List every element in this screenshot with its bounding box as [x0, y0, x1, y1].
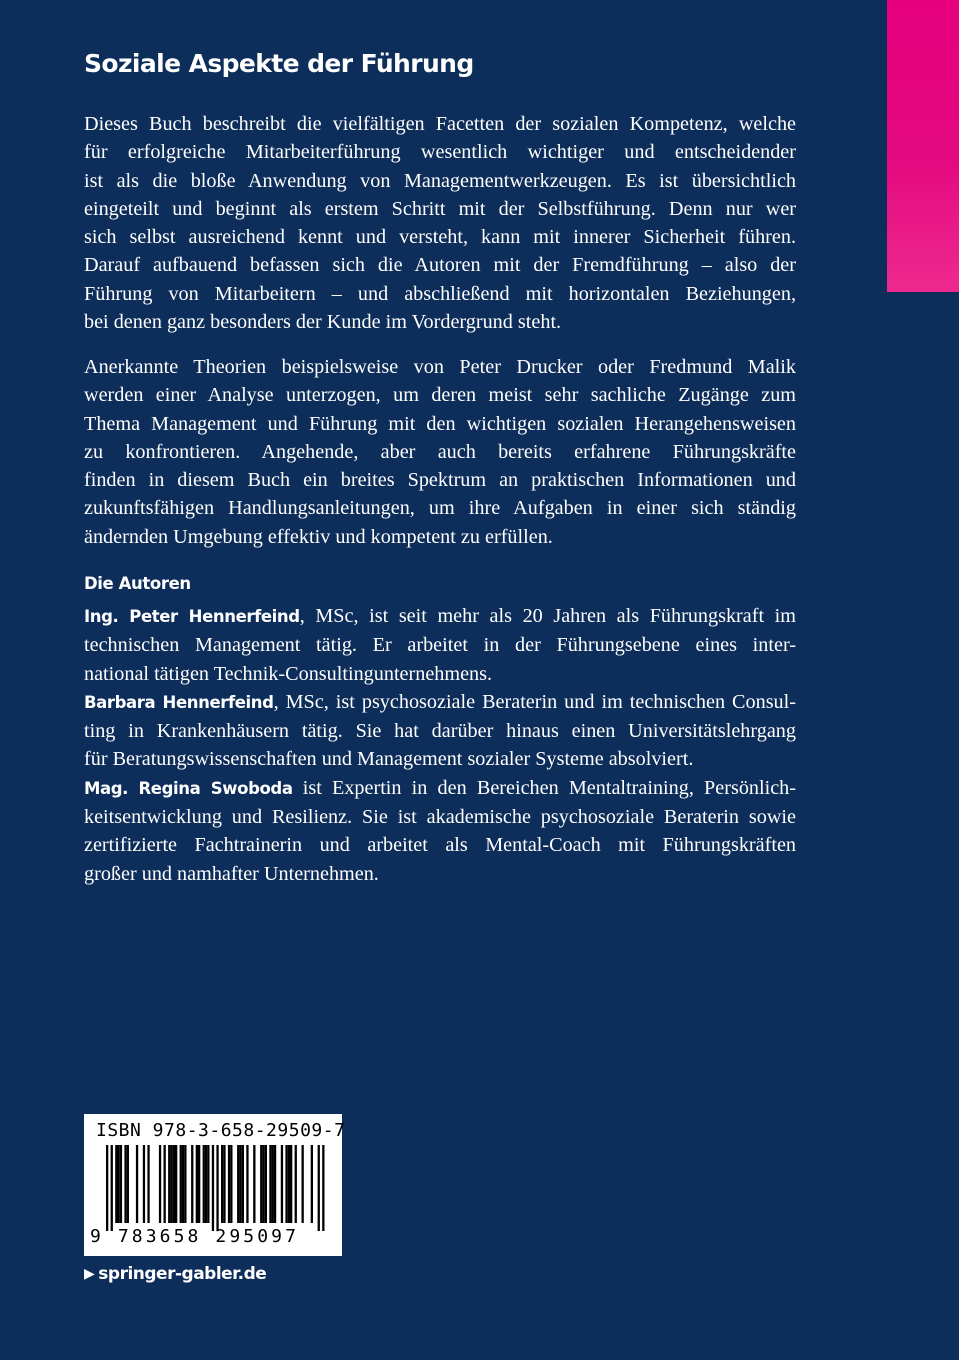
barcode-bar	[212, 1145, 214, 1231]
author-name: Ing. Peter Hennerfeind	[84, 607, 300, 626]
barcode-bar	[223, 1145, 225, 1223]
barcode-bar	[302, 1145, 304, 1223]
barcode-bar	[120, 1145, 122, 1223]
barcode-bar	[230, 1145, 232, 1223]
barcode-bar	[295, 1145, 297, 1223]
barcode-bar	[115, 1145, 117, 1223]
barcode-bar	[311, 1145, 313, 1223]
barcode-bar	[322, 1145, 324, 1231]
isbn-barcode-box	[84, 1114, 346, 1256]
author-bio	[84, 774, 796, 888]
text-line: ting in Krankenhäusern tätig. Sie hat darüber hinaus einen Universitätslehrgang	[84, 720, 796, 743]
text-line: zertifizierte Fachtrainerin und arbeitet als Mental-Coach mit Führungskräften	[84, 834, 796, 857]
barcode-bar	[228, 1145, 230, 1223]
barcode-bar	[196, 1145, 198, 1223]
barcode-bar	[170, 1145, 172, 1223]
text-line: Anerkannte Theorien beispielsweise von Peter Drucker oder Fredmund Malik	[84, 356, 796, 378]
barcode-bar	[269, 1145, 271, 1223]
barcode-bar	[191, 1145, 193, 1223]
barcode-bar	[106, 1145, 108, 1231]
authors-heading: Die Autoren	[84, 574, 191, 593]
text-line: eingeteilt und beginnt als erstem Schritt mit der Selbstführung. Denn nur wer	[84, 197, 796, 220]
text-line: keitsentwicklung und Resilienz. Sie ist akademische psychosoziale Beraterin sowie	[84, 806, 796, 829]
barcode-bar	[180, 1145, 182, 1223]
text-line: sich selbst ausreichend kennt und versteht, kann mit innerer Sicherheit führen.	[84, 226, 796, 249]
publisher-url: springer-gabler.de	[98, 1264, 267, 1284]
barcode-bar	[318, 1145, 320, 1231]
publisher-link[interactable]	[84, 1262, 266, 1287]
description-paragraph-2	[84, 353, 796, 551]
barcode-bar	[265, 1145, 267, 1223]
barcode-bar	[203, 1145, 205, 1223]
barcode-bar	[239, 1145, 241, 1223]
text-line: zukunftsfähigen Handlungsanleitungen, um ihre Aufgaben in einer sich ständig	[84, 497, 796, 520]
barcode-bar	[260, 1145, 262, 1223]
text-line: national tätigen Technik-Consultingunternehmens.	[84, 662, 493, 685]
author-bio-text: , MSc, ist seit mehr als 20 Jahren als Führungskraft im	[299, 605, 796, 627]
barcode-bar	[184, 1145, 186, 1223]
ean-digits: 9 783658 295097	[90, 1226, 300, 1247]
text-line: großer und namhafter Unternehmen.	[84, 862, 379, 885]
barcode-bar	[127, 1145, 129, 1223]
text-line: zu konfrontieren. Angehende, aber auch bereits erfahrene Führungskräfte	[84, 440, 796, 463]
barcode-bar	[168, 1145, 170, 1223]
barcode-bar	[272, 1145, 274, 1223]
barcode-bar	[288, 1145, 290, 1223]
barcode-bar	[143, 1145, 145, 1223]
description-paragraph-1	[84, 110, 796, 336]
author-bio-text: , MSc, ist psychosoziale Beraterin und im technischen Consul-	[273, 690, 796, 713]
accent-color-bar	[887, 0, 959, 292]
arrow-right-icon: ▶	[84, 1266, 95, 1282]
barcode-bar	[124, 1145, 126, 1223]
barcode-bar	[253, 1145, 255, 1223]
text-line: Dieses Buch beschreibt die vielfältigen Facetten der sozialen Kompetenz, welche	[84, 113, 796, 135]
barcode-bar	[159, 1145, 161, 1223]
barcode-bar	[118, 1145, 120, 1223]
barcode-bar	[182, 1145, 184, 1223]
barcode-bar	[216, 1145, 218, 1231]
book-title: Soziale Aspekte der Führung	[84, 49, 474, 78]
author-name: Mag. Regina Swoboda	[84, 778, 293, 798]
barcode-bar	[111, 1145, 113, 1231]
text-line: ist als die bloße Anwendung von Managementwerkzeugen. Es ist übersichtlich	[84, 169, 796, 192]
barcode-bar	[198, 1145, 200, 1223]
author-name: Barbara Hennerfeind	[84, 692, 274, 712]
barcode-bar	[274, 1145, 276, 1223]
isbn-label: ISBN 978-3-658-29509-7	[96, 1120, 346, 1141]
text-line: für erfolgreiche Mitarbeiterführung wesentlich wichtiger und entscheidender	[84, 141, 796, 164]
barcode-bar	[237, 1145, 239, 1223]
barcode-bar	[221, 1145, 223, 1223]
text-line: technischen Management tätig. Er arbeitet in der Führungsebene eines inter-	[84, 634, 796, 657]
barcode-bar	[205, 1145, 207, 1223]
text-line: ändernden Umgebung effektiv und kompetent zu erfüllen.	[84, 525, 553, 548]
barcode-bar	[290, 1145, 292, 1223]
text-line: Thema Management und Führung mit den wichtigen sozialen Herangehensweisen	[84, 412, 796, 435]
text-line: für Beratungswissenschaften und Management sozialer Systeme absolviert.	[84, 748, 694, 771]
barcode-bar	[242, 1145, 244, 1223]
barcode-bar	[147, 1145, 149, 1223]
text-line: bei denen ganz besonders der Kunde im Vordergrund steht.	[84, 311, 562, 334]
text-line: werden einer Analyse unterzogen, um deren meist sehr sachliche Zugänge zum	[84, 384, 796, 407]
barcode-bar	[246, 1145, 248, 1223]
barcode-bar	[262, 1145, 264, 1223]
barcode-bar	[281, 1145, 283, 1223]
barcode-bar	[207, 1145, 209, 1223]
barcode-bar	[285, 1145, 287, 1223]
author-bio	[84, 602, 796, 688]
barcode-bar	[173, 1145, 175, 1223]
barcode-bar	[175, 1145, 177, 1223]
text-line: Darauf aufbauend befassen sich die Autoren mit der Fremdführung – also der	[84, 254, 796, 277]
authors-section	[84, 602, 796, 888]
barcode-bar	[136, 1145, 138, 1223]
text-line: finden in diesem Buch ein breites Spektrum an praktischen Informationen und	[84, 469, 796, 492]
barcode-bar	[164, 1145, 166, 1223]
author-bio-text: ist Expertin in den Bereichen Mentaltraining, Persönlich-	[292, 776, 796, 799]
author-bio	[84, 688, 796, 774]
text-line: Führung von Mitarbeitern – und abschließend mit horizontalen Beziehungen,	[84, 282, 796, 305]
